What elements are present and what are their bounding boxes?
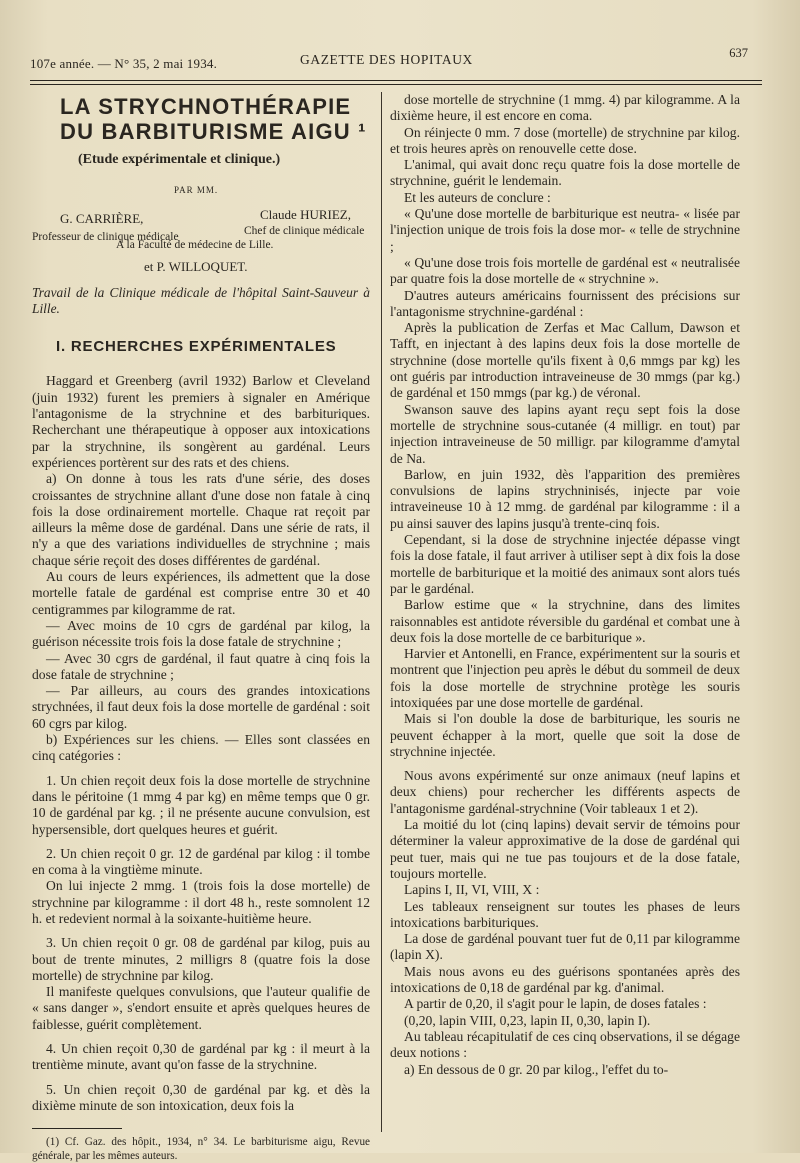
issue-info: 107e année. — N° 35, 2 mai 1934. [30,56,218,71]
paragraph: Barlow estime que « la strychnine, dans des limites raisonnables est antidote réversible du gardénal et combat une à deux fois la dose mortelle de ce barbiturique ». [390,597,740,645]
page-number: 637 [729,46,748,60]
paragraph: D'autres auteurs américains fournissent des précisions sur l'antagonisme strychnine-gardénal : [390,287,740,319]
title-line-2: DU BARBITURISME AIGU ¹ [60,119,367,144]
paragraph: Mais si l'on double la dose de barbiturique, les souris ne peuvent échapper à la mort, quelle que soit la dose de strychnine injectée. [390,711,740,759]
paragraph: a) En dessous de 0 gr. 20 par kilog., l'effet du to- [404,1061,669,1077]
article-subtitle: (Etude expérimentale et clinique.) [78,152,281,167]
paragraph: La moitié du lot (cinq lapins) devait servir de témoins pour déterminer la valeur approximative de la dose de gardénal qui peut tuer, mais qui ne tue pas toujours et de la dose fatale, toujours mortelle. [390,817,740,881]
paragraph: « Qu'une dose mortelle de barbiturique est neutra- « lisée par l'injection unique de trois fois la dose mor- « telle de strychnine ; [390,206,740,254]
paragraph: b) Expériences sur les chiens. — Elles sont classées en cinq catégories : [32,732,370,764]
paragraph: a) On donne à tous les rats d'une série, des doses croissantes de strychnine allant d'une dose non fatale à cinq fois la dose ordinairement mortelle. Chaque rat reçoit par ailleurs la même dose de gardénal. Dans une série de rats, il n'y a que des variations individuelles de strychnine ; mais chaque série reçoit des doses différentes de gardénal. [32,471,370,568]
paragraph: Après la publication de Zerfas et Mac Callum, Dawson et Tafft, en injectant à des lapins deux fois la dose mortelle de strychnine (dose mortelle qu'ils fixent à 0,6 mmgs par kg) les ont guéris par introduction intraveineuse de 30 mmgs (par kg.) de gardénal et 150 mmgs (par kg.) de véronal. [390,320,740,401]
paragraph: Les tableaux renseignent sur toutes les phases de leurs intoxications barbituriques. [390,898,740,930]
paragraph: On réinjecte 0 mm. 7 dose (mortelle) de strychnine par kilog. et trois heures après on renouvelle cette dose. [390,124,740,156]
paragraph: — Avec moins de 10 cgrs de gardénal par kilog, la guérison nécessite trois fois la dose fatale de strychnine ; [32,617,370,650]
paragraph: On lui injecte 2 mmg. 1 (trois fois la dose mortelle) de strychnine par kilogramme : il dort 48 h., reste somnolent 12 h. et redevient normal à la soixante-huitième heure. [32,878,370,926]
article-title [60,94,370,144]
journal-title: GAZETTE DES HOPITAUX [300,52,473,67]
author-1-desc: Professeur de clinique médicale [32,230,179,243]
paragraph: Cependant, si la dose de strychnine injectée dépasse vingt fois la dose fatale, il faut arriver à utiliser sept à dix fois la dose mortelle de barbiturique et la moitié des animaux sont alors tués par le gardénal. [390,532,740,596]
paragraph: A partir de 0,20, il s'agit pour le lapin, de doses fatales : [404,996,707,1012]
paragraph: 5. Un chien reçoit 0,30 de gardénal par kg. et dès la dixième minute de son intoxication, deux fois la [32,1081,370,1113]
paragraph: 1. Un chien reçoit deux fois la dose mortelle de strychnine dans le péritoine (1 mmg 4 par kg) en même temps que 0 gr. 10 de gardénal par kg. ; il ne présente aucune convulsion, est hypersensible, dort quelques heures et guérit. [32,772,370,837]
work-origin: Travail de la Clinique médicale de l'hôpital Saint-Sauveur à Lille. [32,284,370,316]
paragraph: — Avec 30 cgrs de gardénal, il faut quatre à cinq fois la dose fatale de strychnine ; [32,650,370,682]
right-body [390,92,740,1078]
author-2: Claude HURIEZ, [260,206,351,222]
paragraph: Lapins I, II, VI, VIII, X : [404,882,540,898]
paragraph: dose mortelle de strychnine (1 mmg. 4) par kilogramme. A la dixième heure, il est encore en coma. [390,92,740,124]
faculty: A la Faculté de médecine de Lille. [116,238,274,251]
column-divider [381,92,382,1132]
paragraph: Haggard et Greenberg (avril 1932) Barlow et Cleveland (juin 1932) furent les premiers à signaler en Amérique l'antagonisme de la strychnine et des barbituriques. Recherchant une thérapeutique à opposer aux intoxications par la strychnine, ils songèrent au gardénal. Leurs expériences portèrent sur des rats et des chiens. [32,373,370,470]
paragraph: Barlow, en juin 1932, dès l'apparition des premières convulsions de lapins strychninisés, injecte par voie intraveineuse 10 à 12 mmg. de gardénal par kilogramme : il a pu ainsi sauver des lapins jusqu'à trente-cinq fois. [390,466,740,531]
title-line-1: LA STRYCHNOTHÉRAPIE [60,94,352,119]
paragraph: — Par ailleurs, au cours des grandes intoxications strychnées, il faut deux fois la dose mortelle de gardénal : soit 60 cgrs par kilog. [32,683,370,731]
paragraph: Au cours de leurs expériences, ils admettent que la dose mortelle fatale de gardénal est comprise entre 30 et 40 centigrammes par kilogramme de rat. [32,569,370,617]
right-column [390,92,740,1078]
paragraph: Swanson sauve des lapins ayant reçu sept fois la dose mortelle de strychnine sous-cutanée (4 milligr. en tout) par injection intraveineuse de 50 milligr. par kilogramme d'amytal de Na. [390,401,740,466]
author-1: G. CARRIÈRE, [60,210,144,226]
header-rule-thin [30,84,762,85]
header-rule [30,80,762,81]
paragraph: « Qu'une dose trois fois mortelle de gardénal est « neutralisée par quatre fois la dose mortelle de « strychnine ». [390,254,740,287]
paragraph: 2. Un chien reçoit 0 gr. 12 de gardénal par kilog : il tombe en coma à la vingtième minute. [32,845,370,878]
page-header [30,46,770,76]
footnote: (1) Cf. Gaz. des hôpit., 1934, n° 34. Le barbiturisme aigu, Revue générale, par les mêmes auteurs. [32,1136,370,1163]
footnote-rule [32,1128,122,1129]
paragraph: 4. Un chien reçoit 0,30 de gardénal par kg : il meurt à la trentième minute, avant qu'on fasse de la strychnine. [32,1041,370,1073]
paragraph: (0,20, lapin VIII, 0,23, lapin II, 0,30, lapin I). [404,1012,651,1028]
paragraph: Mais nous avons eu des guérisons spontanées après des intoxications de 0,18 de gardénal par kg. d'animal. [390,963,740,996]
author-2-desc: Chef de clinique médicale [244,224,365,237]
left-body [32,373,370,1114]
paragraph: Il manifeste quelques convulsions, que l'auteur qualifie de « sans danger », s'endort ensuite et après quelques heures de faiblesse, guérit complètement. [32,984,370,1032]
par-mm: PAR MM. [174,185,219,196]
authors-block [32,205,370,275]
left-column [32,92,370,1163]
paragraph: Harvier et Antonelli, en France, expérimentent sur la souris et montrent que l'injection peu après le début du sommeil de deux fois la dose mortelle de strychnine protège les souris intoxiquées par une dose mortelle de gardénal. [390,646,740,710]
section-title: I. RECHERCHES EXPÉRIMENTALES [56,338,337,356]
author-3: et P. WILLOQUET. [144,258,248,274]
paragraph: Et les auteurs de conclure : [404,189,551,205]
paragraph: 3. Un chien reçoit 0 gr. 08 de gardénal par kilog, puis au bout de trente minutes, 2 milligrs 8 (quatre fois la dose mortelle) de strychnine par kilog. [32,935,370,983]
paragraph: La dose de gardénal pouvant tuer fut de 0,11 par kilogramme (lapin X). [390,931,740,963]
paragraph: L'animal, qui avait donc reçu quatre fois la dose mortelle de strychnine, guérit le lendemain. [390,157,740,189]
paragraph: Au tableau récapitulatif de ces cinq observations, il se dégage deux notions : [390,1028,740,1061]
paragraph: Nous avons expérimenté sur onze animaux (neuf lapins et deux chiens) pour rechercher les différents aspects de l'antagonisme gardénal-strychnine (Voir tableaux 1 et 2). [390,768,740,816]
